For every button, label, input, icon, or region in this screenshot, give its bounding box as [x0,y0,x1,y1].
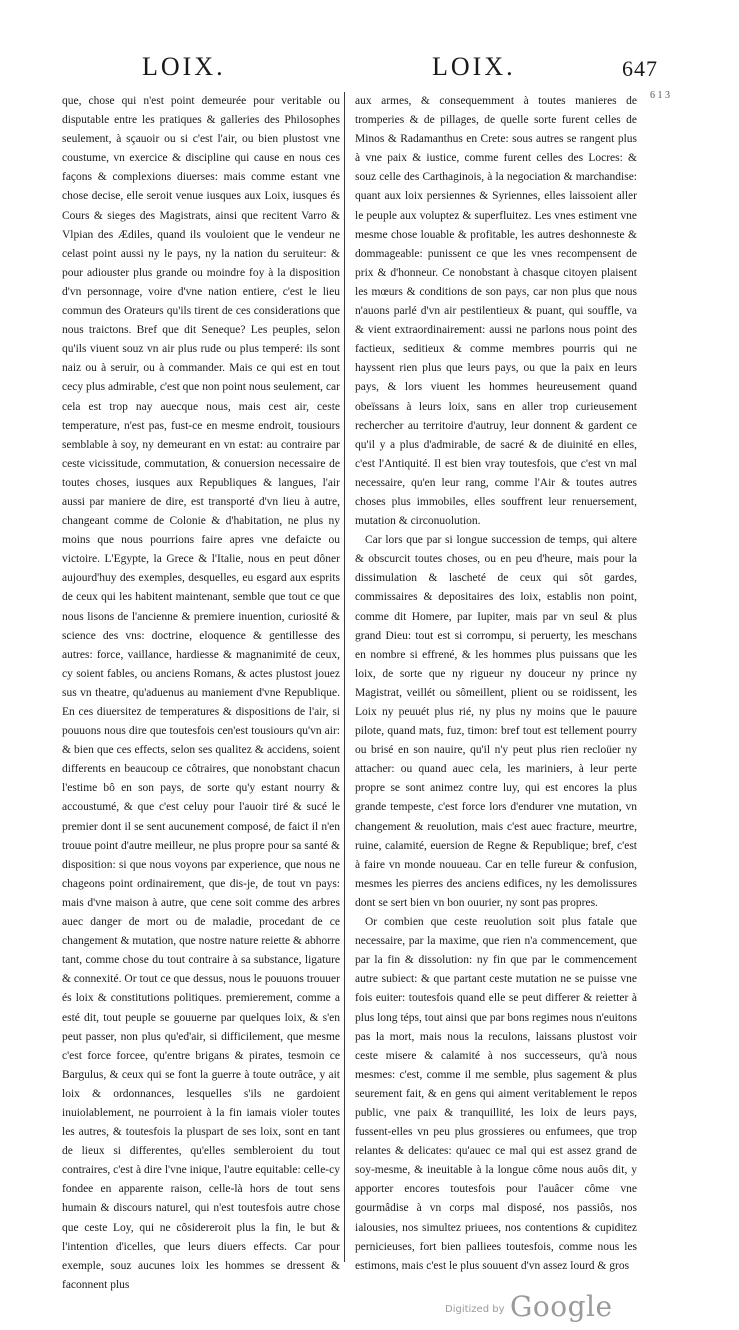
column-divider [344,92,345,1262]
running-header [60,52,680,101]
right-paragraph-1: aux armes, & consequemment à toutes manieres de tromperies & de pillages, de quelle sorte furent celles de Minos & Radamanthus en Crete: sous autres se rangent plus à vne paix & iustice, comme furent celles des Locres: & souz celle des Carthaginois, à la negociation & marchandise: quant aux loix persiennes & Syriennes, elles laissoient aller le peuple aux voluptez & superfluitez. Les vnes estiment vne mesme chose louable & profitable, les autres deshonneste & dommageable: punissent ce que les vnes recompensent de prix & d'honneur. Ce nonobstant à chasque citoyen plaisent les mœurs & conditions de son pays, car non plus que nous n'auons parlé d'vn air pestilentieux & puant, qui souffle, va & vient extraordinairement: aussi ne parlons nous point des factieux, seditieux & comme membres pourris qui ne hayssent rien plus que leurs pays, ou que la paix en leurs pays, & lors viuent les hommes heureusement quand obeïssans à leurs loix, sans en aller trop curieusement rechercher au territoire d'autruy, leur donnent & gardent ce qu'il y a plus d'admirable, de sacré & de diuinité en elles, c'est l'Antiquité. Il est bien vray toutesfois, que c'est vn mal necessaire, qu'en leur rang, comme l'Air & toutes autres choses plus immobiles, elles souffrent leur renuersement, mutation & circonuolution. [355,95,637,528]
right-column [355,92,637,1272]
left-running-title: LOIX. [142,52,226,81]
left-paragraph-1: que, chose qui n'est point demeurée pour veritable ou disputable entre les pratiques & galleries des Philosophes seulement, à sçauoir ou si c'est l'air, ou bien plustost vne coustume, vn exercice & discipline qui cause en nous ces façons & complexions diuerses: mais comme estant vne chose decise, elle seroit venue iusques aux Loix, iusques és Cours & sieges des Magistrats, ainsi que recitent Varro & Vlpian des Ædiles, quand ils vouloient que le vendeur ne celast point aussi ny le pays, ny la nation du seruiteur: & pour adiouster plus grande ou moindre foy à la disposition d'vn personnage, voire d'vne nation entiere, c'est le lieu commun des Orateurs qu'ils tirent de ces considerations que nous traictons. Bref que dit Seneque? Les peuples, selon qu'ils viuent souz vn air plus rude ou plus temperé: ils sont naiz ou à seruir, ou à commander. Mais ce qui est en tout cecy plus admirable, c'est que non point nous seulement, car cela est trop nay auecque nous, mais cest air, ceste temperature, n'est pas, fust-ce en mesme endroit, tousiours semblable à soy, ny demeurant en vn estat: au contraire par ceste vicissitude, commutation, & conuersion necessaire de toutes choses, iusques aux Republiques & langues, l'air aussi par maniere de dire, est transporté d'vn lieu à autre, changeant comme de Colonie & d'habitation, ne plus ny moins que nous pourrions faire apres vne defaicte ou victoire. L'Egypte, la Grece & l'Italie, nous en peut dôner aujourd'huy des exemples, desquelles, eu esgard aux esprits de ceux qui les habitent maintenant, semble que tout ce que nous lisons de l'ancienne & premiere inuention, curiosité & science des vns: doctrine, eloquence & gentillesse des autres: force, vaillance, hardiesse & magnanimité de ceux, cy soient fables, ou anciens Romans, & actes plustost jouez sus vn theatre, qu'aduenus au maniement d'vne Republique. En ces diuersitez de temperatures & dispositions de l'air, si pouuons nous dire que toutesfois cen'est tousiours qu'vn air: & bien que ces effects, selon ses qualitez & accidens, soient differents en beaucoup ce côtraires, que nonobstant chacun l'estime bô en son pays, de sorte qu'y estant nourry & accoustumé, & que c'est celuy pour l'auoir tiré & sucé le premier dont il se sent aucunement composé, de faict il n'en trouue point d'autre meilleur, ne plus propre pour sa santé & disposition: si que nous voyons par experience, que nous ne chageons point ordinairement, que dis-je, de tout vn pays: mais d'vne maison à autre, que cene soit comme des arbres auec danger de mort ou de maladie, procedant de ce changement & mutation, que nostre nature reiette & abhorre tant, comme chose du tout contraire à sa substance, ligature & connexité. Or tout ce que dessus, nous le pouuons trouuer és loix & constitutions politiques. premierement, comme a esté dit, tout peuple se gouuerne par quelques loix, & s'en peut passer, non plus qu'ed'air, si difficilement, que mesme c'est force forcee, qu'entre brigans & pirates, tesmoin ce Bargulus, & ceux qui se font la guerre à toute outrâce, y ait loix & ordonnances, lesquelles s'ils ne gardoient inuiolablement, ne pourroient à la fin iamais violer toutes les autres, & toutesfois la pluspart de ses loix, sont en tant de lieux si differentes, qu'elles sembleroient du tout contraires, c'est à dire l'vne inique, l'autre equitable: celle-cy fondee en apparente raison, celle-là hors de tout sens humain & discours naturel, qui n'est toutesfois autre chose que ceste Loy, qui ne côsidereroit plus la fin, le but & l'intention d'icelles, que leurs diuers effects. Car pour exemple, souz aucunes loix les hommes se dressent & faconnent plus [62,95,340,1291]
google-logo: Google [510,1290,613,1323]
right-running-title: LOIX. [432,52,516,81]
digitization-watermark [430,1290,680,1324]
right-paragraph-2: Car lors que par si longue succession de temps, qui altere & obscurcit toutes choses, ou en peu d'heure, mais pour la dissimulation & lascheté de ceux qui sôt gardes, commissaires & depositaires des loix, establis non point, comme dit Homere, par Iupiter, mais par vn seul & plus grand Dieu: tout est si corrompu, si peruerty, les meschans en nombre si effrené, & les hommes plus puissans que les loix, de sorte que ny rigueur ny douceur ny prince ny Magistrat, veillét ou sômeillent, plient ou se roidissent, les Loix ny peuuét plus rié, ny plus ny moins que le pauure pilote, quand mats, fuz, timon: bref tout est tellement pourry ou brisé en son nauire, qu'il n'y peut plus rien recloüer ny attacher: ou quand auec cela, les mariniers, à leur perte propre se sont animez contre luy, qui est encores la plus grande tempeste, c'est force lors d'endurer vne mutation, vn changement & reuolution, mais c'est auec fracture, meurtre, ruine, calamité, euersion de Regne & Republique; bref, c'est à faire vn monde nouueau. Car en telle fureur & confusion, mesmes les pierres des anciens edifices, ny les demolissures dont se sert bien vn bon ouurier, ny sont pas propres. [355,534,637,909]
handwritten-annotation: 6 1 3 [650,90,670,101]
right-paragraph-3: Or combien que ceste reuolution soit plus fatale que necessaire, par la maxime, que rien n'a commencement, que par la fin & dissolution: ny fin que par le commencement autre subiect: & que partant ceste mutation ne se puisse vne fois euiter: toutesfois quand elle se peut differer & reietter à plus long téps, tout ainsi que par bons regimes nous n'euitons pas la mort, mais nous la reculons, laissans plustost voir ceste misere & calamité à nos successeurs, qu'à nous mesmes: c'est, comme il me semble, plus sagement & plus seurement fait, & en gens qui aiment veritablement le repos public, vne paix & tranquillité, les loix de leurs pays, fussent-elles vn peu plus grossieres ou enfumees, que trop relantes & delicates: qu'auec ce mal qui est assez grand de soy-mesme, & ineuitable à la longue côme nous auôs dit, y apporter encores toutesfois pour l'auâcer côme vne gourmâdise à vn corps mal disposé, nos passiôs, nos ialousies, nos simultez priuees, nos contentions & cupiditez pernicieuses, fort bien palliees toutesfois, comme nous les estimons, mais c'est le plus souuent d'vn assez lourd & gros [355,916,637,1272]
digitized-by-label: Digitized by [445,1304,505,1315]
left-column [62,92,340,1291]
page-number: 647 [622,56,658,81]
